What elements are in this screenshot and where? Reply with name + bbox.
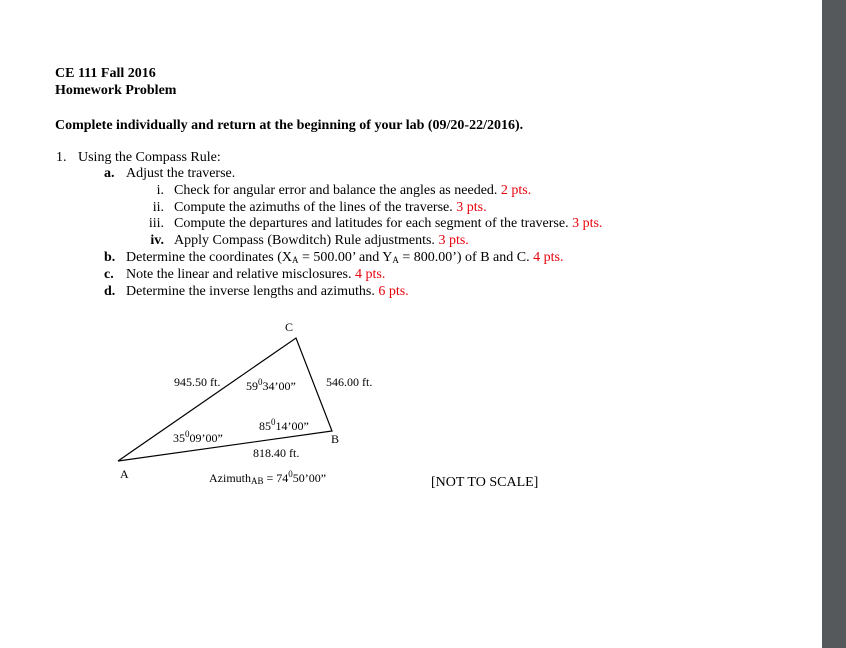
traverse-triangle [118,338,332,461]
angle-b-label [259,415,309,433]
angle-degrees: 59 [246,379,258,393]
part-letter: d. [104,284,116,299]
azimuth-minutes-seconds: 50’00” [292,471,327,485]
angle-minutes-seconds: 34’00” [262,379,296,393]
subpart-roman: i. [156,183,164,198]
subpart-roman: iii. [148,216,164,231]
angle-a-label [173,427,223,445]
part-letter: b. [104,250,116,265]
subpart-text: Apply Compass (Bowditch) Rule adjustments. [174,233,435,248]
length-cb-label: 546.00 ft. [326,375,373,389]
azimuth-word: Azimuth [209,471,251,485]
subscript-a: A [392,255,399,265]
points-label: 4 pts. [354,267,386,282]
vertex-c-label: C [285,320,294,334]
viewer-side-panel [822,0,846,648]
points-label: 3 pts. [456,200,487,215]
angle-degrees: 35 [173,431,185,445]
scale-note: [NOT TO SCALE] [431,475,539,490]
course-title: CE 111 Fall 2016 [55,66,156,81]
problem-intro: Using the Compass Rule: [78,150,221,165]
points-label: 3 pts. [438,233,469,248]
subpart-text: Check for angular error and balance the angles as needed. [174,183,498,198]
angle-minutes-seconds: 09’00” [189,431,223,445]
degree-symbol: 0 [288,469,293,479]
subpart-text: Compute the departures and latitudes for each segment of the traverse. [174,216,569,231]
subpart-roman: ii. [152,200,164,215]
subpart-roman: iv. [150,233,164,248]
degree-symbol: 0 [185,429,190,439]
part-letter: c. [104,267,114,282]
part-text: Determine the inverse lengths and azimuths. [126,284,375,299]
subpart-text: Compute the azimuths of the lines of the traverse. [174,200,453,215]
part-text: Adjust the traverse. [126,166,236,181]
vertex-b-label: B [331,432,340,446]
coord-text-mid: = 500.00’ and Y [298,250,393,265]
coord-text-start: Determine the coordinates (X [126,250,292,265]
points-label: 4 pts. [533,250,564,265]
length-ac-label: 945.50 ft. [174,375,221,389]
instruction-line: Complete individually and return at the beginning of your lab (09/20-22/2016). [55,118,524,133]
part-letter: a. [104,166,115,181]
subscript-a: A [292,255,299,265]
angle-c-label [246,375,296,393]
document-subtitle: Homework Problem [55,83,177,98]
degree-symbol: 0 [271,417,276,427]
vertex-a-label: A [120,467,129,481]
angle-degrees: 85 [259,419,271,433]
points-label: 6 pts. [378,284,409,299]
part-text: Note the linear and relative misclosures. [126,267,352,282]
points-label: 2 pts. [500,183,532,198]
coord-text-end: = 800.00’) of B and C. [398,250,530,265]
azimuth-subscript: AB [251,476,264,486]
length-ab-label: 818.40 ft. [253,446,300,460]
problem-number: 1. [56,150,67,165]
angle-minutes-seconds: 14’00” [275,419,309,433]
points-label: 3 pts. [572,216,603,231]
azimuth-label [209,467,326,488]
azimuth-degrees: = 74 [263,471,289,485]
degree-symbol: 0 [258,377,263,387]
